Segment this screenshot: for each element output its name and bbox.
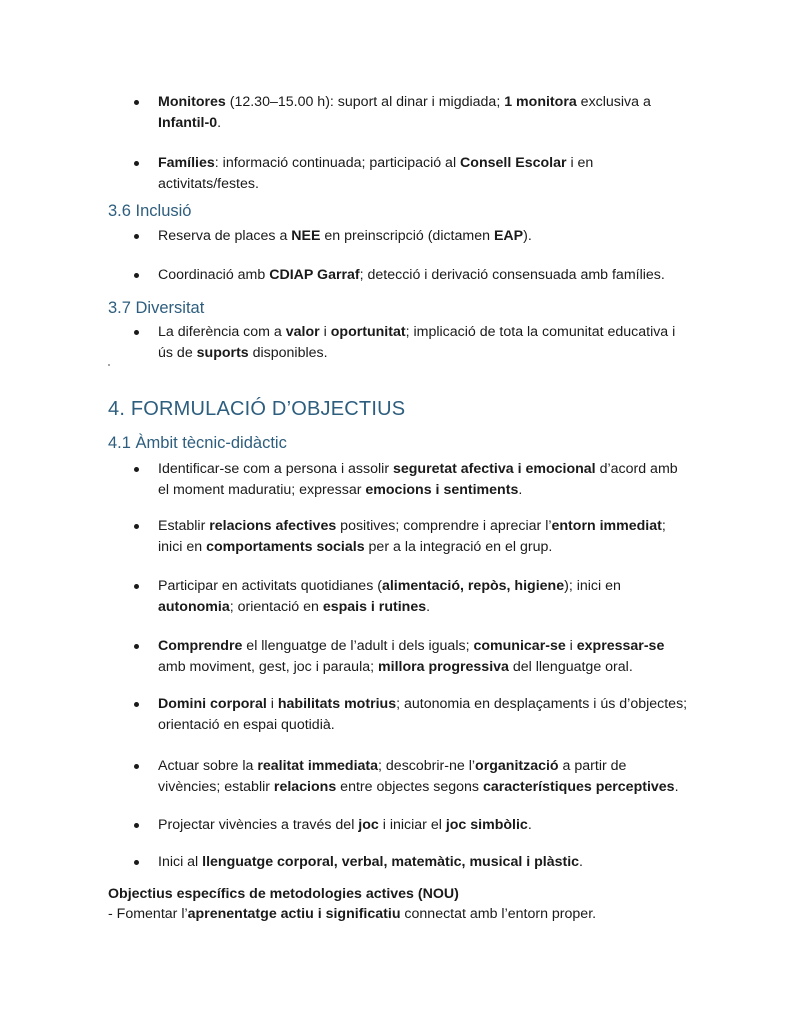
bullet-icon [134,161,139,166]
heading-3-7-diversitat: 3.7 Diversitat [108,299,205,317]
heading-4-formulacio-objectius: 4. FORMULACIÓ D’OBJECTIUS [108,398,406,420]
heading-3-6-inclusio: 3.6 Inclusió [108,202,192,220]
stray-mark [108,364,110,366]
list-item-text: Domini corporal i habilitats motrius; autonomia en desplaçaments i ús d’objectes; orientació en espai quotidià. [158,696,688,733]
list-item-text: Comprendre el llenguatge de l’adult i dels iguals; comunicar-se i expressar-se amb moviment, gest, joc i paraula; millora progressiva del llenguatge oral. [158,638,665,675]
bullet-icon [134,644,139,649]
bullet-icon [134,234,139,239]
list-item-text: Famílies: informació continuada; participació al Consell Escolar i en activitats/festes. [158,155,594,192]
list-item-diferencia [131,322,691,364]
list-item-objective-6 [131,756,691,798]
bullet-icon [134,273,139,278]
list-item-text: Participar en activitats quotidianes (alimentació, repòs, higiene); inici en autonomia; orientació en espais i rutines. [158,578,621,615]
list-item-objective-7 [131,815,691,836]
heading-4-1-ambit-tecnic-didactic: 4.1 Àmbit tècnic-didàctic [108,434,287,452]
list-item-text: Actuar sobre la realitat immediata; descobrir-ne l’organització a partir de vivències; establir relacions entre objectes segons característiques perceptives. [158,758,679,795]
list-item-text: La diferència com a valor i oportunitat; implicació de tota la comunitat educativa i ús de suports disponibles. [158,324,676,361]
bullet-icon [134,100,139,105]
list-item-families [131,153,691,195]
list-item-text: Projectar vivències a través del joc i iniciar el joc simbòlic. [158,817,532,833]
list-item-text: Inici al llenguatge corporal, verbal, matemàtic, musical i plàstic. [158,854,583,870]
list-item-coordinacio-cdiap [131,265,691,286]
active-methodologies-title: Objectius específics de metodologies actives (NOU) [108,886,459,902]
list-item-text: Identificar-se com a persona i assolir seguretat afectiva i emocional d’acord amb el moment maduratiu; expressar emocions i sentiments. [158,461,678,498]
list-item-objective-2 [131,516,691,558]
list-item-objective-5 [131,694,691,736]
list-item-objective-4 [131,636,691,678]
list-item-objective-1 [131,459,691,501]
list-item-text: Establir relacions afectives positives; comprendre i apreciar l’entorn immediat; inici en comportaments socials per a la integració en el grup. [158,518,666,555]
bullet-icon [134,860,139,865]
list-item-reserva-places [131,226,691,247]
bullet-icon [134,823,139,828]
bullet-icon [134,584,139,589]
list-item-objective-3 [131,576,691,618]
list-item-text: Monitores (12.30–15.00 h): suport al dinar i migdiada; 1 monitora exclusiva a Infantil-0. [158,94,651,131]
bullet-icon [134,764,139,769]
bullet-icon [134,330,139,335]
list-item-objective-8 [131,852,691,873]
paragraph-text: - Fomentar l’aprenentatge actiu i significatiu connectat amb l’entorn proper. [108,906,597,922]
active-methodologies-line [108,904,708,925]
bullet-icon [134,467,139,472]
list-item-text: Coordinació amb CDIAP Garraf; detecció i derivació consensuada amb famílies. [158,267,665,283]
bullet-icon [134,702,139,707]
list-item-monitores [131,92,691,134]
list-item-text: Reserva de places a NEE en preinscripció (dictamen EAP). [158,228,532,244]
bullet-icon [134,524,139,529]
